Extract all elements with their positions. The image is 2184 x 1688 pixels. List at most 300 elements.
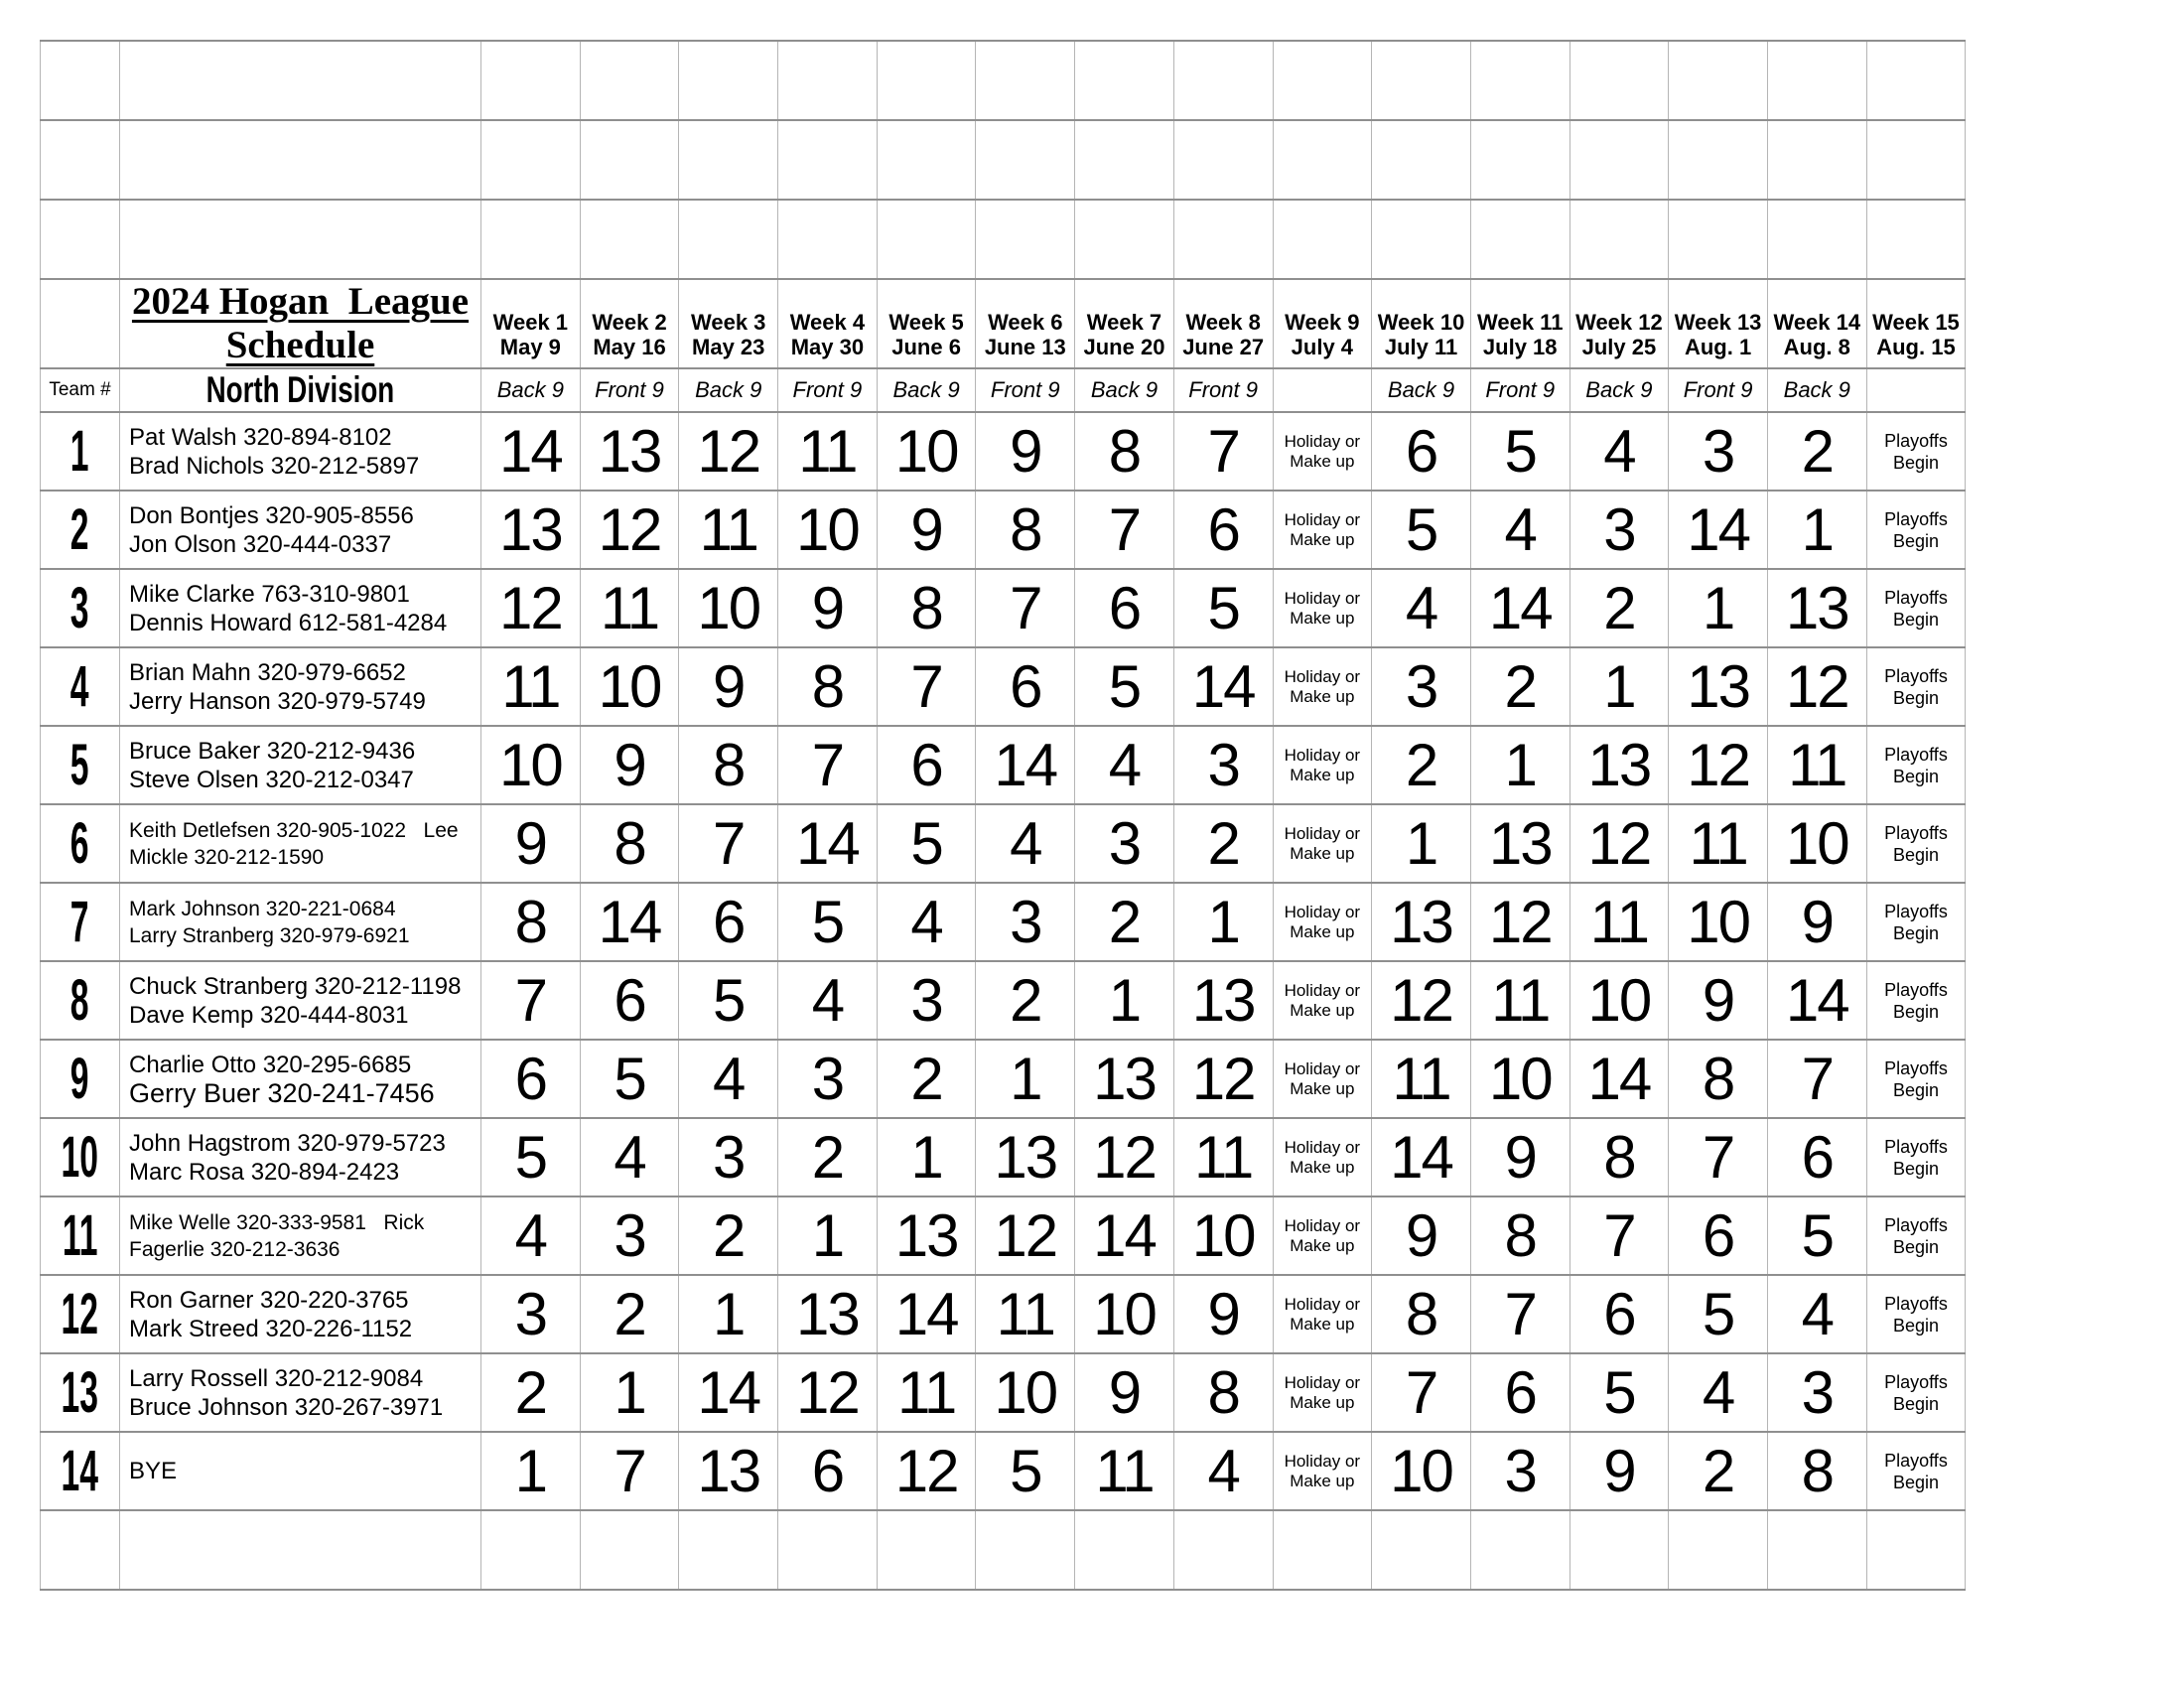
team-number-cell xyxy=(41,1353,120,1432)
playoffs-line: Begin xyxy=(1892,530,1939,551)
score-cell: 8 xyxy=(1372,1275,1471,1353)
holiday-cell xyxy=(1273,1275,1372,1353)
score-cell: 14 xyxy=(778,804,878,883)
holiday-line: Holiday or xyxy=(1284,431,1361,451)
team-row xyxy=(41,1353,1966,1432)
nine-label xyxy=(1866,368,1966,412)
playoffs-line: Playoffs xyxy=(1884,1371,1948,1392)
holiday-line: Make up xyxy=(1290,1314,1355,1334)
score-cell: 7 xyxy=(679,804,778,883)
empty-cell xyxy=(481,120,581,200)
empty-cell xyxy=(1866,120,1966,200)
score-cell: 6 xyxy=(1372,412,1471,491)
playoffs-line: Begin xyxy=(1892,1079,1939,1100)
score-cell: 11 xyxy=(1075,1432,1174,1510)
score-cell: 4 xyxy=(580,1118,679,1196)
holiday-line: Make up xyxy=(1290,451,1355,471)
score-cell: 4 xyxy=(976,804,1075,883)
score-cell: 11 xyxy=(1173,1118,1273,1196)
week-label: Week 7 xyxy=(1086,310,1162,335)
score-cell: 13 xyxy=(481,491,581,569)
week-date: June 20 xyxy=(1083,335,1165,359)
playoffs-line: Playoffs xyxy=(1884,744,1948,765)
score-cell: 14 xyxy=(580,883,679,961)
empty-cell xyxy=(1075,1510,1174,1590)
empty-cell xyxy=(580,41,679,120)
playoffs-line: Begin xyxy=(1892,1315,1939,1336)
score-cell: 4 xyxy=(877,883,976,961)
holiday-cell xyxy=(1273,961,1372,1040)
week-label: Week 13 xyxy=(1674,310,1762,335)
playoffs-cell xyxy=(1866,647,1966,726)
team-number: 3 xyxy=(70,576,89,640)
week-date: July 4 xyxy=(1291,335,1354,359)
score-cell: 4 xyxy=(1570,412,1669,491)
empty-row xyxy=(41,120,1966,200)
score-cell: 2 xyxy=(1173,804,1273,883)
playoffs-line: Begin xyxy=(1892,1236,1939,1257)
team-row xyxy=(41,726,1966,804)
empty-cell xyxy=(1669,120,1768,200)
team-contact-cell xyxy=(120,569,481,647)
spacer-cell xyxy=(41,279,120,368)
empty-cell xyxy=(1669,1510,1768,1590)
week-date: July 18 xyxy=(1482,335,1558,359)
score-cell: 5 xyxy=(580,1040,679,1118)
team-number: 13 xyxy=(61,1360,99,1425)
score-cell: 7 xyxy=(1767,1040,1866,1118)
week-date: July 11 xyxy=(1384,335,1458,359)
team-row xyxy=(41,1040,1966,1118)
score-cell: 3 xyxy=(1669,412,1768,491)
holiday-cell xyxy=(1273,491,1372,569)
empty-cell xyxy=(778,41,878,120)
score-cell: 14 xyxy=(1173,647,1273,726)
score-cell: 12 xyxy=(1669,726,1768,804)
contact-line: Mark Johnson 320-221-0684 xyxy=(129,897,396,920)
score-cell: 13 xyxy=(679,1432,778,1510)
contact-line: Marc Rosa 320-894-2423 xyxy=(129,1158,400,1186)
empty-cell xyxy=(679,1510,778,1590)
team-contact-cell xyxy=(120,726,481,804)
score-cell: 10 xyxy=(1372,1432,1471,1510)
score-cell: 8 xyxy=(1470,1196,1570,1275)
nine-label xyxy=(1273,368,1372,412)
nine-label: Front 9 xyxy=(976,368,1075,412)
empty-cell xyxy=(41,1510,120,1590)
week-header xyxy=(679,310,777,367)
score-cell: 3 xyxy=(580,1196,679,1275)
playoffs-line: Begin xyxy=(1892,844,1939,865)
score-cell: 9 xyxy=(679,647,778,726)
team-contact-cell xyxy=(120,491,481,569)
score-cell: 10 xyxy=(1570,961,1669,1040)
team-number-cell xyxy=(41,1432,120,1510)
score-cell: 9 xyxy=(580,726,679,804)
score-cell: 7 xyxy=(1075,491,1174,569)
empty-cell xyxy=(41,41,120,120)
week-label: Week 2 xyxy=(592,310,667,335)
empty-cell xyxy=(778,1510,878,1590)
score-cell: 1 xyxy=(1173,883,1273,961)
playoffs-line: Begin xyxy=(1892,1001,1939,1022)
contact-line: Jerry Hanson 320-979-5749 xyxy=(129,687,426,715)
empty-cell xyxy=(1767,200,1866,279)
week-header-cell xyxy=(1767,279,1866,368)
score-cell: 1 xyxy=(1372,804,1471,883)
score-cell: 10 xyxy=(778,491,878,569)
division-cell xyxy=(120,368,481,412)
score-cell: 3 xyxy=(877,961,976,1040)
holiday-line: Holiday or xyxy=(1284,1137,1361,1157)
empty-cell xyxy=(1075,41,1174,120)
empty-cell xyxy=(1173,120,1273,200)
score-cell: 13 xyxy=(1669,647,1768,726)
playoffs-cell xyxy=(1866,1118,1966,1196)
holiday-line: Holiday or xyxy=(1284,1372,1361,1392)
score-cell: 7 xyxy=(481,961,581,1040)
nine-label: Back 9 xyxy=(1767,368,1866,412)
score-cell: 8 xyxy=(1767,1432,1866,1510)
score-cell: 7 xyxy=(1570,1196,1669,1275)
score-cell: 9 xyxy=(481,804,581,883)
holiday-line: Make up xyxy=(1290,686,1355,706)
playoffs-line: Begin xyxy=(1892,1393,1939,1414)
score-cell: 13 xyxy=(976,1118,1075,1196)
week-header-cell xyxy=(877,279,976,368)
score-cell: 1 xyxy=(1470,726,1570,804)
score-cell: 12 xyxy=(1470,883,1570,961)
holiday-line: Holiday or xyxy=(1284,1451,1361,1471)
score-cell: 7 xyxy=(778,726,878,804)
playoffs-line: Begin xyxy=(1892,452,1939,473)
week-header xyxy=(581,310,679,367)
week-date: May 9 xyxy=(499,335,561,359)
score-cell: 5 xyxy=(1470,412,1570,491)
score-cell: 6 xyxy=(877,726,976,804)
score-cell: 2 xyxy=(1669,1432,1768,1510)
empty-cell xyxy=(1173,41,1273,120)
team-contact-cell xyxy=(120,961,481,1040)
holiday-line: Holiday or xyxy=(1284,666,1361,686)
contact-line: Ron Garner 320-220-3765 xyxy=(129,1286,409,1314)
team-number-cell xyxy=(41,569,120,647)
nine-label: Front 9 xyxy=(580,368,679,412)
score-cell: 4 xyxy=(1075,726,1174,804)
week-label: Week 14 xyxy=(1773,310,1861,335)
holiday-cell xyxy=(1273,1040,1372,1118)
empty-cell xyxy=(1273,200,1372,279)
score-cell: 10 xyxy=(1075,1275,1174,1353)
holiday-cell xyxy=(1273,1353,1372,1432)
score-cell: 5 xyxy=(679,961,778,1040)
contact-line: Mike Clarke 763-310-9801 xyxy=(129,580,410,608)
score-cell: 13 xyxy=(1372,883,1471,961)
holiday-line: Holiday or xyxy=(1284,902,1361,921)
nine-label: Back 9 xyxy=(1372,368,1471,412)
empty-cell xyxy=(1273,120,1372,200)
score-cell: 3 xyxy=(1570,491,1669,569)
score-cell: 13 xyxy=(1173,961,1273,1040)
empty-cell xyxy=(679,120,778,200)
score-cell: 6 xyxy=(1075,569,1174,647)
team-number-cell xyxy=(41,883,120,961)
empty-cell xyxy=(580,1510,679,1590)
score-cell: 7 xyxy=(877,647,976,726)
week-header xyxy=(1867,310,1966,367)
playoffs-line: Playoffs xyxy=(1884,1293,1948,1314)
empty-cell xyxy=(1570,41,1669,120)
empty-cell xyxy=(1075,200,1174,279)
score-cell: 6 xyxy=(679,883,778,961)
team-number: 8 xyxy=(70,968,89,1033)
team-row xyxy=(41,1196,1966,1275)
score-cell: 2 xyxy=(1767,412,1866,491)
score-cell: 9 xyxy=(1372,1196,1471,1275)
week-header xyxy=(778,310,877,367)
contact-line: BYE xyxy=(129,1458,178,1484)
team-number-cell xyxy=(41,412,120,491)
holiday-cell xyxy=(1273,569,1372,647)
week-label: Week 3 xyxy=(691,310,766,335)
score-cell: 2 xyxy=(1075,883,1174,961)
empty-cell xyxy=(1866,1510,1966,1590)
empty-cell xyxy=(1767,41,1866,120)
nine-label: Back 9 xyxy=(679,368,778,412)
score-cell: 11 xyxy=(679,491,778,569)
score-cell: 5 xyxy=(1173,569,1273,647)
week-header-cell xyxy=(1669,279,1768,368)
empty-cell xyxy=(976,200,1075,279)
week-header-cell xyxy=(1173,279,1273,368)
holiday-line: Make up xyxy=(1290,1471,1355,1490)
score-cell: 11 xyxy=(877,1353,976,1432)
week-header xyxy=(976,310,1074,367)
score-cell: 4 xyxy=(1173,1432,1273,1510)
score-cell: 14 xyxy=(976,726,1075,804)
week-header xyxy=(878,310,976,367)
team-contact-cell xyxy=(120,1118,481,1196)
holiday-line: Make up xyxy=(1290,1392,1355,1412)
empty-cell xyxy=(778,120,878,200)
playoffs-cell xyxy=(1866,412,1966,491)
holiday-line: Make up xyxy=(1290,765,1355,784)
score-cell: 12 xyxy=(580,491,679,569)
score-cell: 7 xyxy=(1669,1118,1768,1196)
empty-cell xyxy=(1372,41,1471,120)
score-cell: 8 xyxy=(1669,1040,1768,1118)
holiday-cell xyxy=(1273,804,1372,883)
score-cell: 3 xyxy=(778,1040,878,1118)
contact-line: Larry Stranberg 320-979-6921 xyxy=(129,923,410,947)
team-contact-cell xyxy=(120,883,481,961)
playoffs-line: Begin xyxy=(1892,1158,1939,1179)
score-cell: 11 xyxy=(1669,804,1768,883)
score-cell: 13 xyxy=(1767,569,1866,647)
team-contact-cell xyxy=(120,804,481,883)
team-row xyxy=(41,491,1966,569)
score-cell: 10 xyxy=(1767,804,1866,883)
empty-cell xyxy=(481,41,581,120)
score-cell: 11 xyxy=(778,412,878,491)
playoffs-line: Playoffs xyxy=(1884,587,1948,608)
score-cell: 3 xyxy=(481,1275,581,1353)
team-number: 10 xyxy=(61,1125,99,1190)
score-cell: 13 xyxy=(580,412,679,491)
empty-cell xyxy=(1075,120,1174,200)
empty-cell xyxy=(1570,1510,1669,1590)
score-cell: 1 xyxy=(1669,569,1768,647)
playoffs-cell xyxy=(1866,569,1966,647)
score-cell: 12 xyxy=(1372,961,1471,1040)
team-number-cell xyxy=(41,491,120,569)
score-cell: 8 xyxy=(580,804,679,883)
team-contact-cell xyxy=(120,1275,481,1353)
week-date: May 16 xyxy=(593,335,666,359)
team-number: 5 xyxy=(70,733,89,797)
week-header xyxy=(1075,310,1173,367)
team-number: 1 xyxy=(70,419,89,484)
week-date: May 30 xyxy=(790,335,865,359)
holiday-line: Holiday or xyxy=(1284,823,1361,843)
contact-line: Keith Detlefsen 320-905-1022 Lee xyxy=(129,818,459,842)
score-cell: 7 xyxy=(1372,1353,1471,1432)
team-number-cell xyxy=(41,804,120,883)
nine-label: Back 9 xyxy=(877,368,976,412)
score-cell: 13 xyxy=(778,1275,878,1353)
holiday-line: Make up xyxy=(1290,921,1355,941)
holiday-cell xyxy=(1273,647,1372,726)
team-contact-cell xyxy=(120,647,481,726)
score-cell: 1 xyxy=(481,1432,581,1510)
score-cell: 10 xyxy=(1173,1196,1273,1275)
score-cell: 2 xyxy=(1372,726,1471,804)
empty-cell xyxy=(1372,1510,1471,1590)
score-cell: 7 xyxy=(580,1432,679,1510)
empty-row xyxy=(41,41,1966,120)
empty-cell xyxy=(120,1510,481,1590)
score-cell: 1 xyxy=(1075,961,1174,1040)
week-label: Week 10 xyxy=(1377,310,1465,335)
contact-line: Larry Rossell 320-212-9084 xyxy=(129,1364,424,1392)
score-cell: 14 xyxy=(1570,1040,1669,1118)
team-number-cell xyxy=(41,726,120,804)
playoffs-line: Begin xyxy=(1892,609,1939,630)
empty-cell xyxy=(679,200,778,279)
empty-cell xyxy=(1470,200,1570,279)
contact-line: Jon Olson 320-444-0337 xyxy=(129,530,392,558)
team-contact-cell xyxy=(120,412,481,491)
playoffs-line: Playoffs xyxy=(1884,822,1948,843)
score-cell: 6 xyxy=(580,961,679,1040)
empty-cell xyxy=(1372,120,1471,200)
score-cell: 10 xyxy=(1470,1040,1570,1118)
playoffs-cell xyxy=(1866,883,1966,961)
score-cell: 6 xyxy=(1767,1118,1866,1196)
score-cell: 4 xyxy=(1372,569,1471,647)
team-number: 12 xyxy=(61,1282,99,1346)
playoffs-line: Playoffs xyxy=(1884,979,1948,1000)
playoffs-line: Playoffs xyxy=(1884,1450,1948,1471)
score-cell: 13 xyxy=(877,1196,976,1275)
week-header-cell xyxy=(1866,279,1966,368)
score-cell: 2 xyxy=(580,1275,679,1353)
team-row xyxy=(41,569,1966,647)
contact-line: Chuck Stranberg 320-212-1198 xyxy=(129,972,462,1000)
team-number-cell xyxy=(41,1118,120,1196)
team-number: 6 xyxy=(70,811,89,876)
score-cell: 4 xyxy=(1669,1353,1768,1432)
playoffs-line: Playoffs xyxy=(1884,508,1948,529)
score-cell: 12 xyxy=(1075,1118,1174,1196)
sheet-title-line2: Schedule xyxy=(225,324,375,366)
score-cell: 3 xyxy=(1075,804,1174,883)
team-row xyxy=(41,1275,1966,1353)
nine-label: Front 9 xyxy=(778,368,878,412)
score-cell: 8 xyxy=(778,647,878,726)
empty-cell xyxy=(1669,41,1768,120)
team-row xyxy=(41,961,1966,1040)
score-cell: 9 xyxy=(1173,1275,1273,1353)
empty-cell xyxy=(1570,200,1669,279)
score-cell: 1 xyxy=(778,1196,878,1275)
nine-label: Front 9 xyxy=(1173,368,1273,412)
week-header xyxy=(1174,310,1273,367)
holiday-line: Make up xyxy=(1290,1000,1355,1020)
empty-cell xyxy=(120,41,481,120)
score-cell: 2 xyxy=(877,1040,976,1118)
score-cell: 2 xyxy=(481,1353,581,1432)
empty-cell xyxy=(481,200,581,279)
holiday-line: Holiday or xyxy=(1284,1058,1361,1078)
score-cell: 13 xyxy=(1570,726,1669,804)
week-header-cell xyxy=(1075,279,1174,368)
team-contact-cell xyxy=(120,1432,481,1510)
empty-cell xyxy=(877,120,976,200)
score-cell: 5 xyxy=(778,883,878,961)
score-cell: 1 xyxy=(976,1040,1075,1118)
score-cell: 5 xyxy=(1372,491,1471,569)
empty-cell xyxy=(481,1510,581,1590)
team-contact-cell xyxy=(120,1040,481,1118)
score-cell: 9 xyxy=(1470,1118,1570,1196)
team-contact-cell xyxy=(120,1196,481,1275)
score-cell: 11 xyxy=(580,569,679,647)
team-number-cell xyxy=(41,961,120,1040)
holiday-cell xyxy=(1273,883,1372,961)
empty-cell xyxy=(1570,120,1669,200)
week-header xyxy=(1274,310,1372,367)
playoffs-cell xyxy=(1866,1432,1966,1510)
score-cell: 8 xyxy=(679,726,778,804)
empty-cell xyxy=(1470,1510,1570,1590)
playoffs-line: Playoffs xyxy=(1884,901,1948,921)
score-cell: 10 xyxy=(877,412,976,491)
sheet-title-line1: 2024 Hogan League xyxy=(131,280,470,323)
score-cell: 12 xyxy=(1173,1040,1273,1118)
score-cell: 14 xyxy=(1767,961,1866,1040)
week-header-cell xyxy=(1570,279,1669,368)
score-cell: 1 xyxy=(877,1118,976,1196)
nine-label: Back 9 xyxy=(481,368,581,412)
score-cell: 11 xyxy=(1767,726,1866,804)
week-header-cell xyxy=(1470,279,1570,368)
holiday-cell xyxy=(1273,1196,1372,1275)
empty-cell xyxy=(877,200,976,279)
playoffs-cell xyxy=(1866,961,1966,1040)
holiday-line: Holiday or xyxy=(1284,588,1361,608)
score-cell: 2 xyxy=(778,1118,878,1196)
